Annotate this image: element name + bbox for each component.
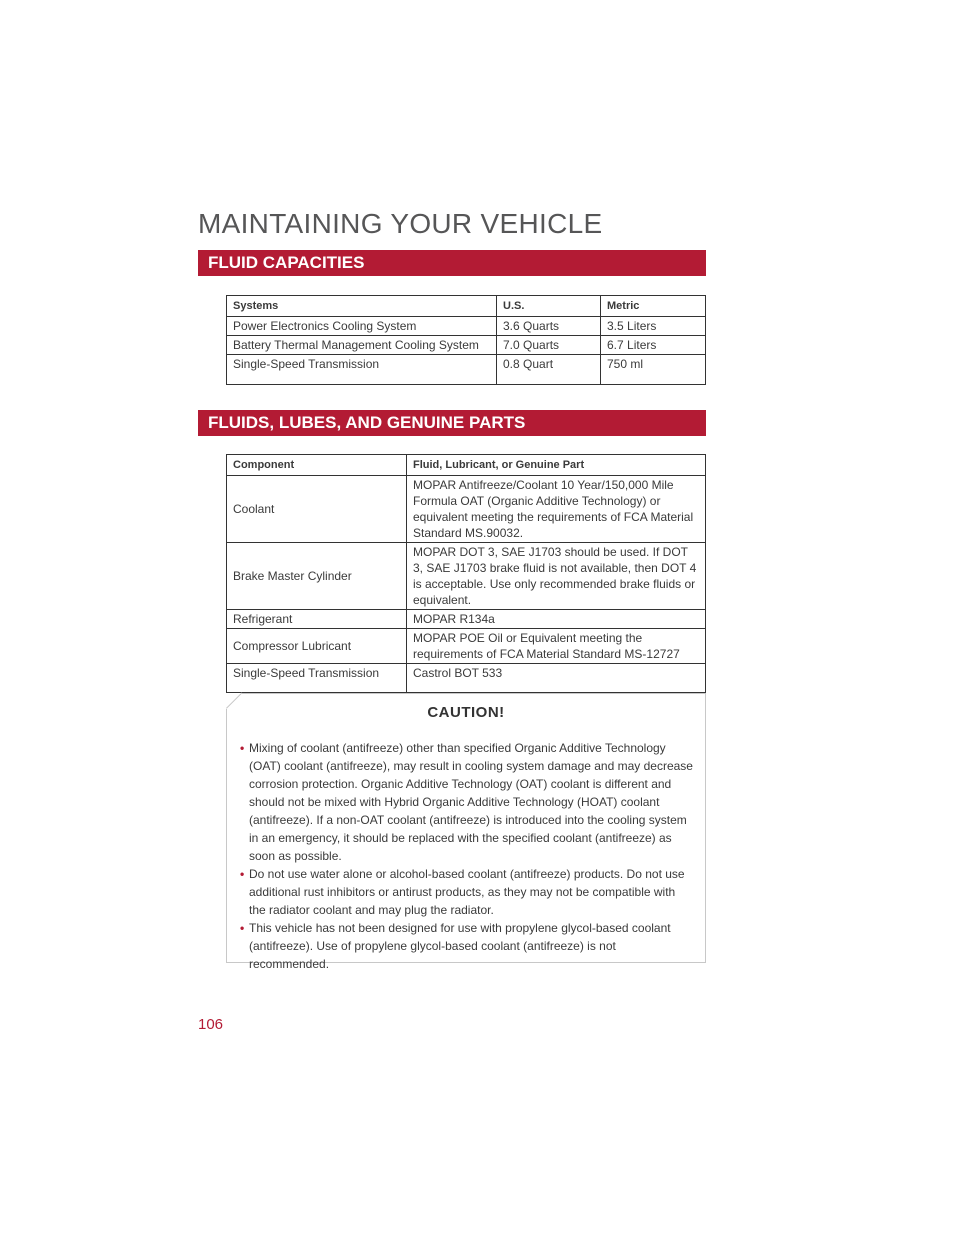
table-cell: 3.5 Liters <box>601 317 706 336</box>
table-cell: Single-Speed Transmission <box>227 664 407 693</box>
section-heading-fluid-capacities: FLUID CAPACITIES <box>198 250 706 276</box>
bullet-icon: • <box>240 741 245 755</box>
fluids-lubes-parts-table <box>226 454 706 693</box>
caution-box <box>226 693 706 971</box>
bullet-icon: • <box>240 921 245 935</box>
column-header: U.S. <box>497 296 601 317</box>
table-cell: 7.0 Quarts <box>497 336 601 355</box>
table-cell: Battery Thermal Management Cooling System <box>227 336 497 355</box>
table-cell: MOPAR R134a <box>407 610 706 629</box>
table-row <box>227 543 706 610</box>
list-item <box>240 919 693 973</box>
table-row <box>227 317 706 336</box>
caution-text: Mixing of coolant (antifreeze) other than specified Organic Additive Technology (OAT) coolant (antifreeze), may result in cooling system damage and may decrease corrosion protection. Organic Additive Technology (OAT) coolant is different and should not be mixed with Hybrid Organic Additive Technology (HOAT) coolant (antifreeze). If a non-OAT coolant (antifreeze) is introduced into the cooling system in an emergency, it should be replaced with the specified coolant (antifreeze) as soon as possible. <box>249 741 693 863</box>
table-cell: MOPAR POE Oil or Equivalent meeting the requirements of FCA Material Standard MS-12727 <box>407 629 706 664</box>
list-item <box>240 739 693 865</box>
table-cell: Refrigerant <box>227 610 407 629</box>
caution-text: Do not use water alone or alcohol-based coolant (antifreeze) products. Do not use additional rust inhibitors or antirust products, as they may not be compatible with the radiator coolant and may plug the radiator. <box>249 867 685 917</box>
page-number: 106 <box>198 1016 224 1033</box>
list-item <box>240 865 693 919</box>
caution-title: CAUTION! <box>427 704 505 721</box>
bullet-icon: • <box>240 867 245 881</box>
table-cell: Brake Master Cylinder <box>227 543 407 610</box>
table-header-row <box>227 455 706 476</box>
table-header-row <box>227 296 706 317</box>
column-header: Systems <box>227 296 497 317</box>
table-row <box>227 476 706 543</box>
column-header: Fluid, Lubricant, or Genuine Part <box>407 455 706 476</box>
table-cell: MOPAR DOT 3, SAE J1703 should be used. If DOT 3, SAE J1703 brake fluid is not available, then DOT 4 is acceptable. Use only recommended brake fluids or equivalent. <box>407 543 706 610</box>
table-row <box>227 629 706 664</box>
caution-list <box>227 739 705 973</box>
fluid-capacities-table <box>226 295 706 385</box>
table-cell: 0.8 Quart <box>497 355 601 385</box>
caution-text: This vehicle has not been designed for use with propylene glycol-based coolant (antifreeze). Use of propylene glycol-based coolant (antifreeze) is not recommended. <box>249 921 671 971</box>
table-cell: Single-Speed Transmission <box>227 355 497 385</box>
table-cell: Coolant <box>227 476 407 543</box>
table-row <box>227 664 706 693</box>
table-cell: Power Electronics Cooling System <box>227 317 497 336</box>
table-cell: 6.7 Liters <box>601 336 706 355</box>
table-cell: MOPAR Antifreeze/Coolant 10 Year/150,000 Mile Formula OAT (Organic Additive Technology) or equivalent meeting the requirements of FCA Material Standard MS.90032. <box>407 476 706 543</box>
table-cell: Compressor Lubricant <box>227 629 407 664</box>
section-heading-fluids-lubes-parts: FLUIDS, LUBES, AND GENUINE PARTS <box>198 410 706 436</box>
column-header: Component <box>227 455 407 476</box>
table-row <box>227 355 706 385</box>
table-cell: 3.6 Quarts <box>497 317 601 336</box>
chapter-title: MAINTAINING YOUR VEHICLE <box>198 208 603 239</box>
column-header: Metric <box>601 296 706 317</box>
table-cell: 750 ml <box>601 355 706 385</box>
table-row <box>227 336 706 355</box>
table-row <box>227 610 706 629</box>
table-cell: Castrol BOT 533 <box>407 664 706 693</box>
